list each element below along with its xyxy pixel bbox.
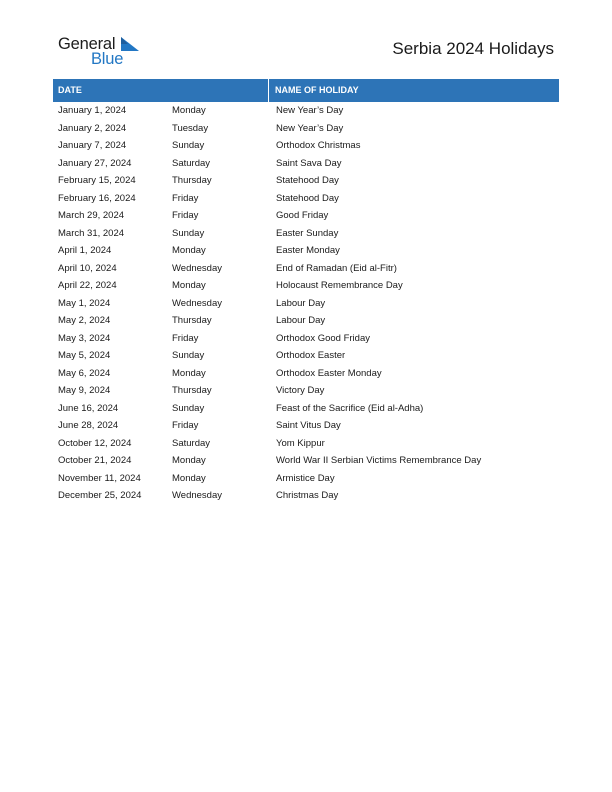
holiday-weekday: Monday bbox=[172, 455, 206, 466]
holiday-date: October 12, 2024 bbox=[58, 437, 132, 449]
holiday-name: Labour Day bbox=[276, 297, 326, 309]
holiday-name: Orthodox Easter Monday bbox=[276, 367, 382, 379]
holiday-table bbox=[53, 79, 559, 505]
holiday-name: Victory Day bbox=[276, 385, 325, 396]
holiday-date: April 1, 2024 bbox=[58, 245, 112, 256]
table-row bbox=[53, 470, 559, 488]
table-row bbox=[53, 382, 559, 400]
holiday-weekday: Wednesday bbox=[172, 262, 222, 274]
holiday-name: Easter Sunday bbox=[276, 227, 339, 239]
generalblue-logo bbox=[58, 34, 148, 68]
holiday-name: Armistice Day bbox=[276, 472, 335, 484]
holiday-name: Holocaust Remembrance Day bbox=[276, 280, 403, 291]
holiday-name: World War II Serbian Victims Remembrance Day bbox=[276, 455, 482, 466]
holiday-name: Feast of the Sacrifice (Eid al-Adha) bbox=[276, 402, 424, 414]
table-body bbox=[53, 102, 559, 505]
holiday-date: May 1, 2024 bbox=[58, 297, 111, 309]
holiday-date: March 29, 2024 bbox=[58, 210, 125, 221]
holiday-weekday: Sunday bbox=[172, 227, 205, 239]
holiday-date: May 2, 2024 bbox=[58, 315, 111, 326]
holiday-weekday: Monday bbox=[172, 245, 206, 256]
table-row bbox=[53, 277, 559, 295]
table-row bbox=[53, 417, 559, 435]
holiday-weekday: Tuesday bbox=[172, 122, 209, 134]
holiday-weekday: Sunday bbox=[172, 350, 205, 361]
holiday-weekday: Monday bbox=[172, 280, 206, 291]
table-row bbox=[53, 330, 559, 348]
holiday-weekday: Thursday bbox=[172, 385, 212, 396]
holiday-weekday: Saturday bbox=[172, 437, 211, 449]
holiday-weekday: Monday bbox=[172, 472, 206, 484]
holiday-name: Labour Day bbox=[276, 315, 326, 326]
holiday-name: Statehood Day bbox=[276, 175, 339, 186]
table-row bbox=[53, 260, 559, 278]
holiday-date: December 25, 2024 bbox=[58, 490, 142, 501]
holiday-weekday: Friday bbox=[172, 210, 199, 221]
holiday-name: Orthodox Christmas bbox=[276, 140, 361, 151]
table-row bbox=[53, 347, 559, 365]
holiday-name: Orthodox Good Friday bbox=[276, 332, 370, 344]
holiday-weekday: Friday bbox=[172, 192, 199, 204]
holiday-name: End of Ramadan (Eid al-Fitr) bbox=[276, 262, 397, 274]
table-row bbox=[53, 225, 559, 243]
holiday-name: Easter Monday bbox=[276, 245, 340, 256]
holiday-weekday: Monday bbox=[172, 105, 206, 116]
holiday-name: Christmas Day bbox=[276, 490, 339, 501]
table-row bbox=[53, 137, 559, 155]
table-row bbox=[53, 312, 559, 330]
holiday-date: February 16, 2024 bbox=[58, 192, 136, 204]
holiday-weekday: Sunday bbox=[172, 140, 205, 151]
holiday-name: Yom Kippur bbox=[276, 437, 325, 449]
holiday-date: May 3, 2024 bbox=[58, 332, 111, 344]
holiday-name: Saint Vitus Day bbox=[276, 420, 341, 431]
column-header-date: DATE bbox=[53, 79, 269, 102]
holiday-weekday: Monday bbox=[172, 367, 206, 379]
table-row bbox=[53, 172, 559, 190]
holiday-date: November 11, 2024 bbox=[58, 472, 141, 484]
holiday-date: March 31, 2024 bbox=[58, 227, 125, 239]
table-row bbox=[53, 487, 559, 505]
holiday-date: January 27, 2024 bbox=[58, 157, 132, 169]
table-row bbox=[53, 365, 559, 383]
holiday-weekday: Wednesday bbox=[172, 490, 222, 501]
holiday-name: Good Friday bbox=[276, 210, 329, 221]
table-row bbox=[53, 207, 559, 225]
holiday-name: Statehood Day bbox=[276, 192, 339, 204]
table-row bbox=[53, 120, 559, 138]
table-row bbox=[53, 102, 559, 120]
holiday-date: May 9, 2024 bbox=[58, 385, 111, 396]
holiday-date: May 5, 2024 bbox=[58, 350, 111, 361]
holiday-date: January 2, 2024 bbox=[58, 122, 127, 134]
holiday-date: January 1, 2024 bbox=[58, 105, 127, 116]
table-row bbox=[53, 400, 559, 418]
holiday-date: April 22, 2024 bbox=[58, 280, 117, 291]
column-header-name: NAME OF HOLIDAY bbox=[275, 85, 359, 95]
holiday-weekday: Wednesday bbox=[172, 297, 222, 309]
logo-word-blue: Blue bbox=[91, 50, 124, 68]
holiday-date: October 21, 2024 bbox=[58, 455, 132, 466]
holiday-name: New Year’s Day bbox=[276, 105, 344, 116]
holiday-date: April 10, 2024 bbox=[58, 262, 117, 274]
table-row bbox=[53, 435, 559, 453]
table-row bbox=[53, 452, 559, 470]
holiday-weekday: Thursday bbox=[172, 315, 212, 326]
table-row bbox=[53, 295, 559, 313]
holiday-weekday: Friday bbox=[172, 420, 199, 431]
holiday-name: New Year’s Day bbox=[276, 122, 344, 134]
holiday-weekday: Thursday bbox=[172, 175, 212, 186]
holiday-weekday: Sunday bbox=[172, 402, 205, 414]
holiday-weekday: Friday bbox=[172, 332, 199, 344]
holiday-weekday: Saturday bbox=[172, 157, 211, 169]
holiday-date: June 16, 2024 bbox=[58, 402, 119, 414]
table-header bbox=[53, 79, 559, 102]
holiday-date: January 7, 2024 bbox=[58, 140, 127, 151]
table-row bbox=[53, 242, 559, 260]
holiday-name: Saint Sava Day bbox=[276, 157, 342, 169]
holiday-name: Orthodox Easter bbox=[276, 350, 346, 361]
table-row bbox=[53, 190, 559, 208]
page-title: Serbia 2024 Holidays bbox=[392, 39, 554, 58]
holiday-date: May 6, 2024 bbox=[58, 367, 111, 379]
holiday-date: June 28, 2024 bbox=[58, 420, 119, 431]
logo-word-general: General bbox=[58, 35, 116, 53]
holiday-date: February 15, 2024 bbox=[58, 175, 136, 186]
table-row bbox=[53, 155, 559, 173]
